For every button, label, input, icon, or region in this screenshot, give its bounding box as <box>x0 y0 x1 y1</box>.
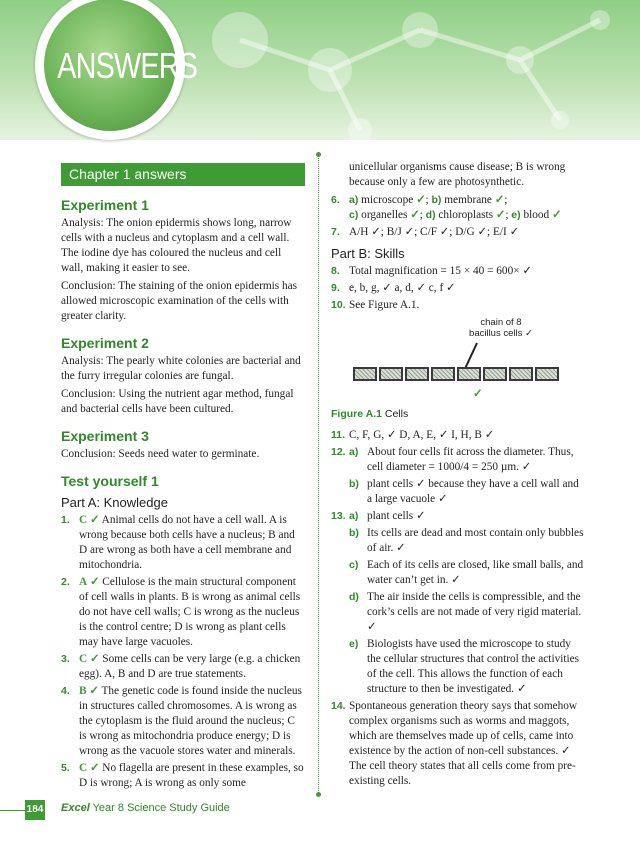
answer-letter: C <box>79 762 88 774</box>
column-divider <box>318 155 320 795</box>
footer-rule <box>0 810 25 811</box>
answer-text: Each of its cells are closed, like small balls, and water can’t get in. ✓ <box>367 559 584 586</box>
divider-dot-top <box>316 152 321 157</box>
check-icon: ✓ <box>89 685 99 697</box>
divider-dot-bottom <box>316 792 321 797</box>
experiment-1-analysis: Analysis: The onion epidermis shows long, narrow cells with a nucleus and cytoplasm and a cell wall. The iodine dye has coloured the nucleus and cell wall, making it easier to see. <box>61 217 292 274</box>
answer-text: The air inside the cells is compressible, and the cork’s cells are not made of very rigid material. ✓ <box>367 591 582 633</box>
item-number: 2. <box>61 576 70 588</box>
page-number: 184 <box>25 800 45 820</box>
leaf-texture <box>44 0 198 131</box>
check-icon: ✓ <box>90 653 100 665</box>
bacillus-cell <box>457 367 481 381</box>
experiment-2-heading: Experiment 2 <box>61 335 149 351</box>
answer-text: C, F, G, ✓ D, A, E, ✓ I, H, B ✓ <box>349 429 495 441</box>
sub-label: b) <box>349 527 359 539</box>
answer-letter: B <box>79 685 87 697</box>
sub-answer <box>349 590 585 635</box>
part-a-list <box>61 513 305 791</box>
answer-item <box>61 684 305 759</box>
bacillus-cell <box>353 367 377 381</box>
answer-item <box>61 652 305 682</box>
answer-text: About four cells fit across the diameter. Thus, cell diameter = 1000/4 = 250 µm. ✓ <box>367 446 574 473</box>
book-title: Year 8 Science Study Guide <box>92 802 230 814</box>
answer-item <box>61 513 305 573</box>
experiment-1-heading: Experiment 1 <box>61 197 149 213</box>
sub-label: d) <box>349 591 359 603</box>
figure-callout-label: chain of 8 bacillus cells ✓ <box>469 317 533 339</box>
answer-text: blood <box>523 209 550 221</box>
answer-text: microscope <box>361 194 414 206</box>
answer-item-14 <box>331 699 585 789</box>
sub-answer <box>349 558 585 588</box>
answer-item-8 <box>331 264 585 279</box>
answer-text: Total magnification = 15 × 40 = 600× ✓ <box>349 265 532 277</box>
item-number: 6. <box>331 194 340 206</box>
continued-answer: unicellular organisms cause disease; B is wrong because only a few are photosynthetic. <box>349 161 566 188</box>
experiment-3-conclusion: Conclusion: Seeds need water to germinate. <box>61 448 260 460</box>
sub-answer <box>349 509 585 524</box>
answer-text: plant cells ✓ because they have a cell wall and a large vacuole ✓ <box>367 478 579 505</box>
sub-answer <box>349 445 585 475</box>
item-number: 14. <box>331 700 346 712</box>
sub-answer <box>349 477 585 507</box>
answer-text: Its cells are dead and most contain only bubbles of air. ✓ <box>367 527 584 554</box>
bacillus-chain <box>353 367 561 381</box>
page-title: ANSWERS <box>57 45 198 86</box>
item-number: 4. <box>61 685 70 697</box>
sub-label: b) <box>431 194 442 206</box>
experiment-2-analysis: Analysis: The pearly white colonies are bacterial and the furry irregular colonies are fungal. <box>61 355 301 382</box>
answer-text: Cellulose is the main structural component of cell walls in plants. B is wrong as animal cells do not have cell walls; C is wrong as the nucleus is the control centre; D is wrong as plant cells may have large vacuoles. <box>79 576 301 648</box>
answer-text: Spontaneous generation theory says that somehow complex organisms such as worms and maggots, which are themselves made up of cells, came into existence by the action of non-cell substances. ✓ The cell theory states that all cells come from pre-existing cells. <box>349 700 578 787</box>
answer-text: membrane <box>444 194 492 206</box>
sub-answer <box>349 637 585 697</box>
sub-answer <box>349 526 585 556</box>
item-number: 3. <box>61 653 70 665</box>
left-column <box>61 150 305 793</box>
experiment-2-conclusion: Conclusion: Using the nutrient agar method, fungal and bacterial cells have been cultured. <box>61 388 294 415</box>
answer-text: A/H ✓; B/J ✓; C/F ✓; D/G ✓; E/I ✓ <box>349 226 520 238</box>
experiment-3-heading: Experiment 3 <box>61 428 149 444</box>
test-yourself-heading: Test yourself 1 <box>61 473 159 489</box>
sub-label: d) <box>425 209 436 221</box>
sub-label: b) <box>349 478 359 490</box>
sub-label: a) <box>349 510 359 522</box>
answer-letter: C <box>79 514 88 526</box>
item-number: 5. <box>61 762 70 774</box>
item-number: 12. <box>331 446 346 458</box>
answer-text: Some cells can be very large (e.g. a chicken egg). A, B and D are true statements. <box>79 653 301 680</box>
answer-item-13 <box>331 509 585 697</box>
bacillus-cell <box>379 367 403 381</box>
footer-title <box>61 802 230 814</box>
bacillus-cell <box>509 367 533 381</box>
check-icon: ✓ <box>90 514 100 526</box>
item-number: 10. <box>331 299 346 311</box>
page-footer <box>0 800 640 820</box>
chapter-heading: Chapter 1 answers <box>61 163 305 186</box>
callout-line <box>464 343 478 369</box>
part-a-heading: Part A: Knowledge <box>61 495 168 510</box>
answer-item-6: 6. a) microscope ✓; b) membrane ✓; c) organelles ✓; d) chloroplasts ✓; e) blood ✓ <box>331 194 562 221</box>
answer-letter: C <box>79 653 88 665</box>
figure-caption <box>331 407 585 422</box>
figure-a1 <box>331 317 585 405</box>
item-number: 7. <box>331 226 340 238</box>
sub-label: e) <box>511 209 521 221</box>
check-icon: ✓ <box>90 762 100 774</box>
bacillus-cell <box>431 367 455 381</box>
answer-text: organelles <box>361 209 408 221</box>
part-b-heading: Part B: Skills <box>331 246 405 261</box>
answer-item <box>61 575 305 650</box>
check-icon: ✓ <box>416 194 426 206</box>
answer-item-7 <box>331 225 585 240</box>
answer-item <box>61 761 305 791</box>
page-header <box>0 0 640 140</box>
figure-number: Figure A.1 <box>331 408 382 420</box>
answer-letter: A <box>79 576 88 588</box>
answer-text: e, b, g, ✓ a, d, ✓ c, f ✓ <box>349 282 456 294</box>
bacillus-cell <box>535 367 559 381</box>
sub-label: a) <box>349 194 359 206</box>
sub-label: c) <box>349 559 359 571</box>
answer-text: plant cells ✓ <box>367 510 426 522</box>
brand-name: Excel <box>61 802 90 814</box>
item-number: 1. <box>61 514 70 526</box>
experiment-1-conclusion: Conclusion: The staining of the onion epidermis has allowed microscopic examination of the cells with greater clarity. <box>61 280 298 322</box>
answer-text: Animal cells do not have a cell wall. A is wrong because both cells have a nucleus; B and D are wrong as both have a cell membrane and mitochondria. <box>79 514 295 571</box>
figure-caption-text: Cells <box>384 408 409 420</box>
sub-label: c) <box>349 209 359 221</box>
answer-item-12 <box>331 445 585 507</box>
answer-text: The genetic code is found inside the nucleus in structures called chromosomes. A is wrong as the cytoplasm is the fluid around the nucleus; C is wrong as mitochondria produce energy; D is wrong as the vacuole stores water and minerals. <box>79 685 302 757</box>
check-icon: ✓ <box>90 576 100 588</box>
item-number: 13. <box>331 510 346 522</box>
sub-label: e) <box>349 638 359 650</box>
check-icon: ✓ <box>552 209 562 221</box>
check-icon: ✓ <box>494 194 505 206</box>
answer-item-11 <box>331 428 585 443</box>
item-number: 8. <box>331 265 340 277</box>
answer-item-10 <box>331 298 585 313</box>
bacillus-cell <box>405 367 429 381</box>
figure-check-icon: ✓ <box>473 388 483 400</box>
item-number: 9. <box>331 282 340 294</box>
bacillus-cell <box>483 367 507 381</box>
answer-text: See Figure A.1. <box>349 299 420 311</box>
check-icon: ✓ <box>495 209 506 221</box>
sub-label: a) <box>349 446 359 458</box>
check-icon: ✓ <box>410 209 420 221</box>
answer-item-9 <box>331 281 585 296</box>
answer-text: No flagella are present in these examples, so D is wrong; A is wrong as only some <box>79 762 304 789</box>
answer-text: chloroplasts <box>438 209 494 221</box>
item-number: 11. <box>331 429 346 441</box>
right-column <box>331 160 585 791</box>
answer-text: Biologists have used the microscope to study the cellular structures that control the activities of the cell. This allows the function of each structure to then be investigated. ✓ <box>367 638 580 695</box>
